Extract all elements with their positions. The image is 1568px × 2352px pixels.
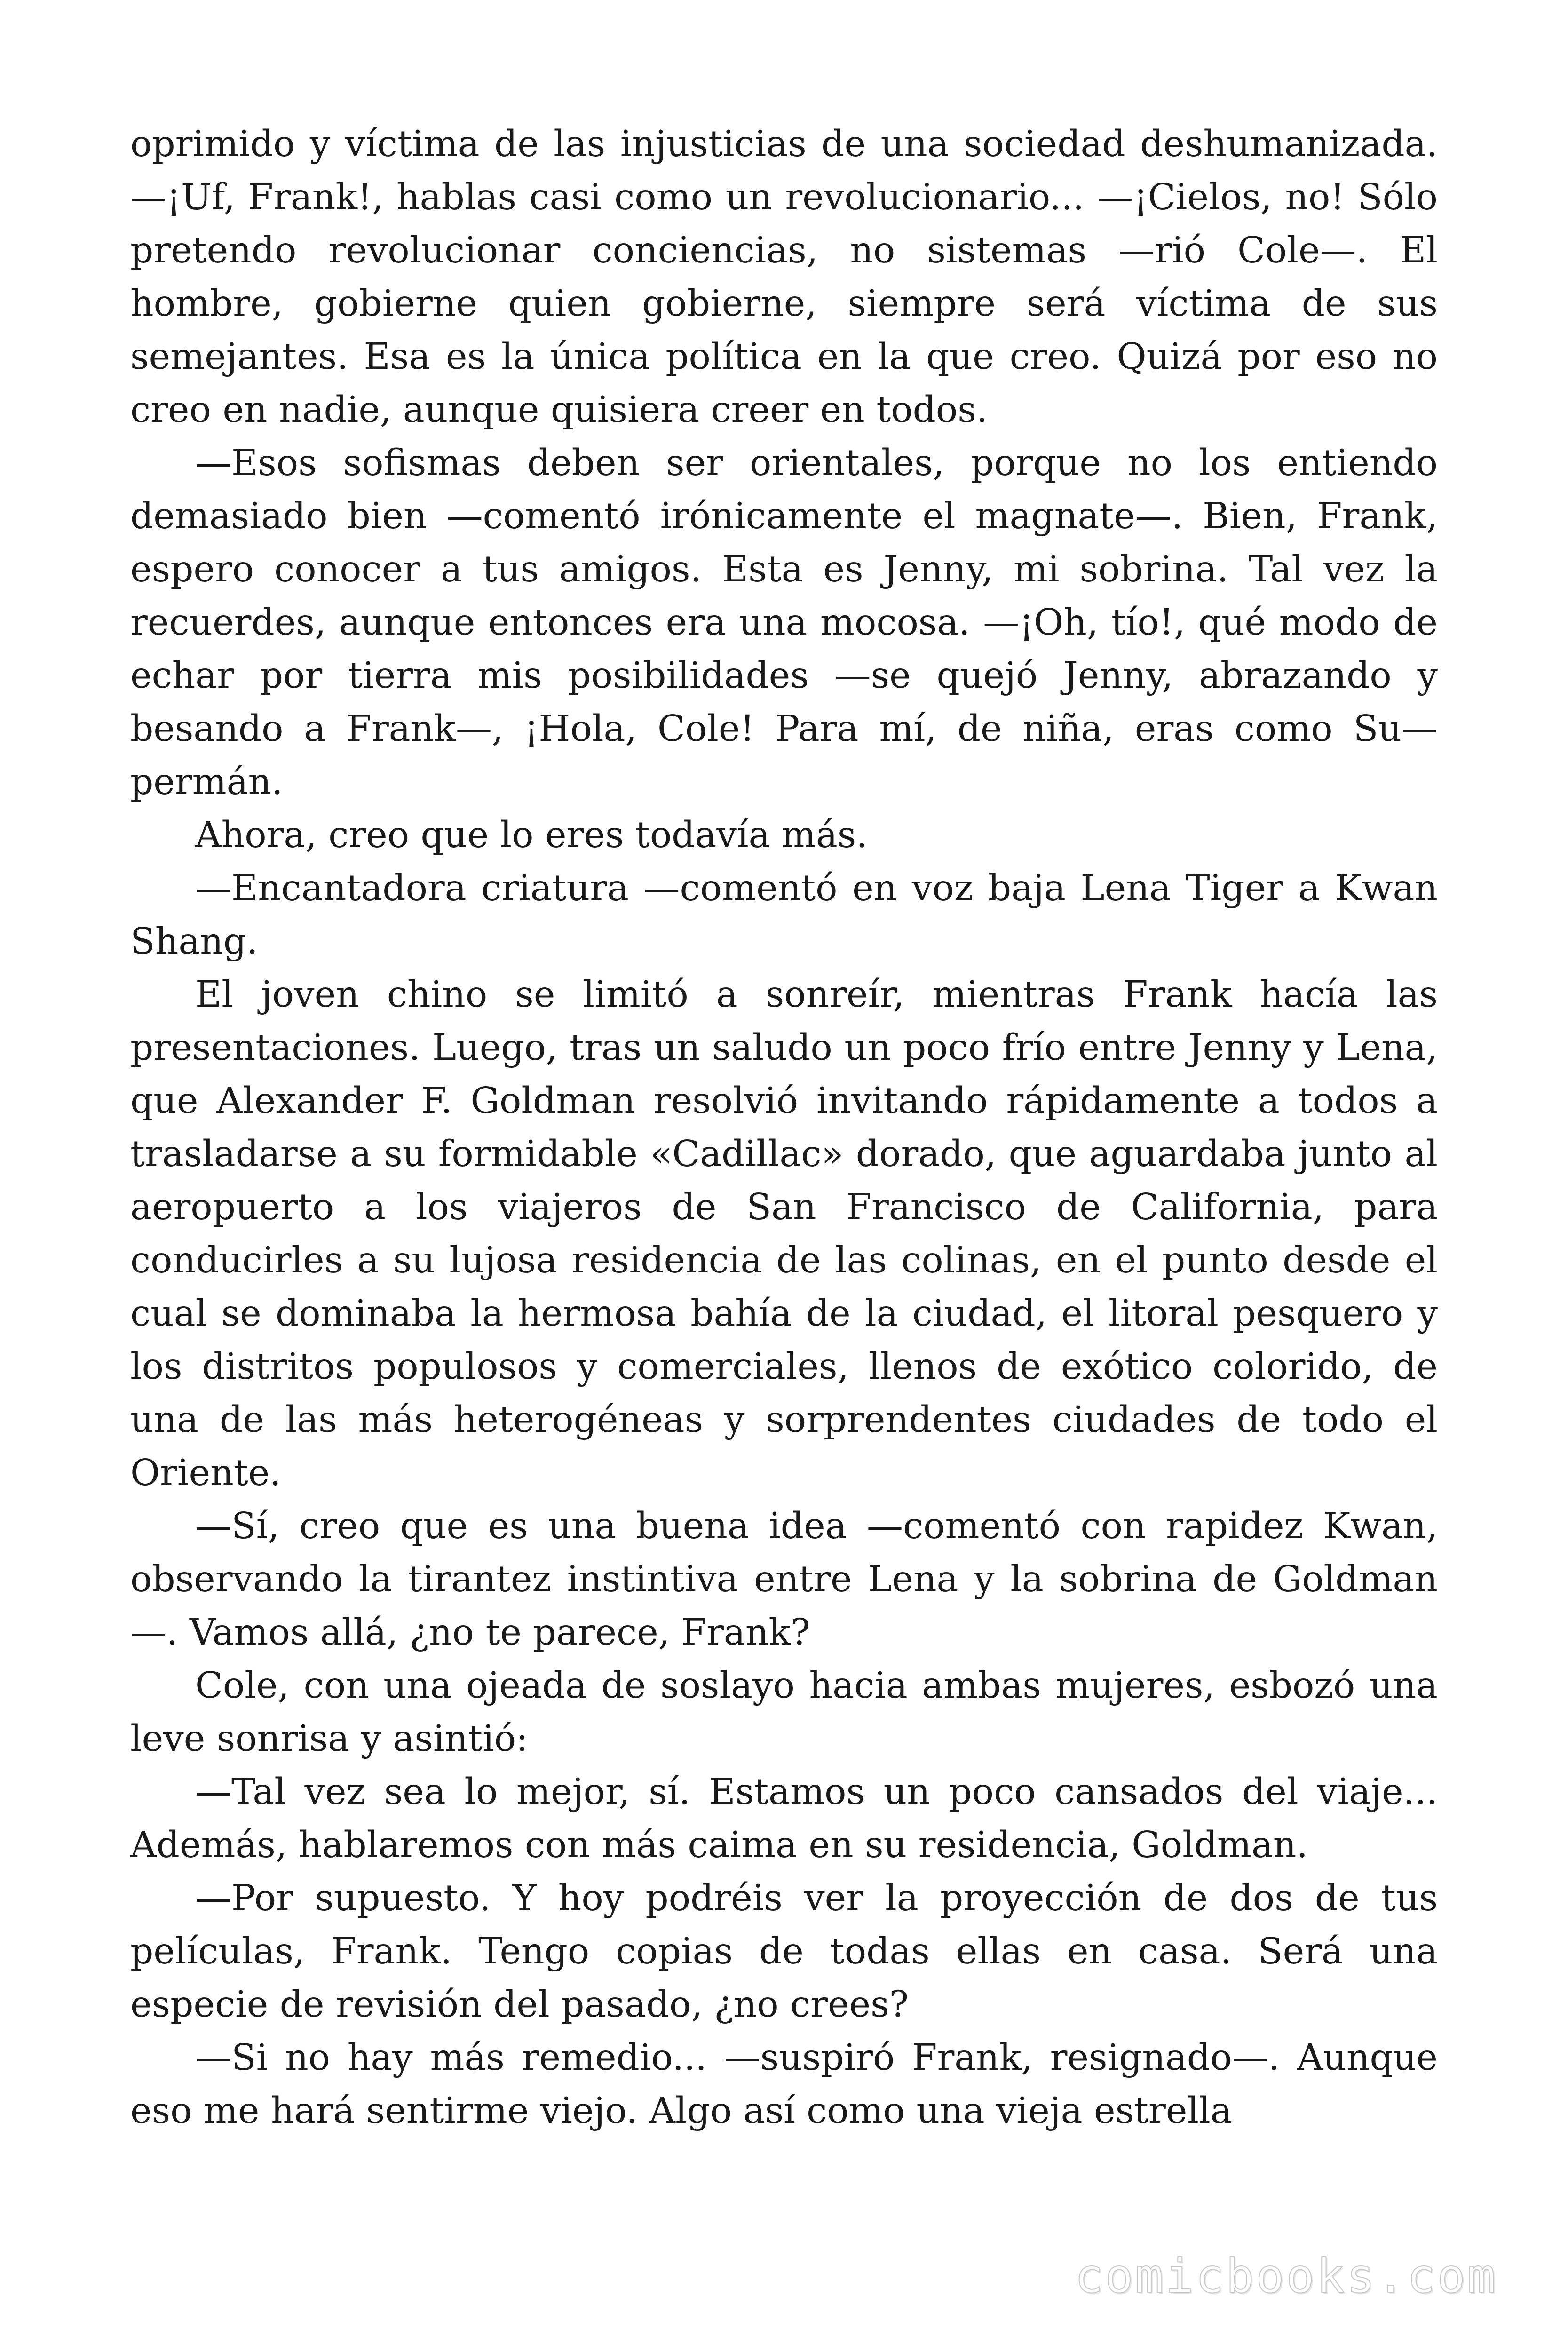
paragraph-6: —Sí, creo que es una buena idea —comentó con rapidez Kwan, observando la tirantez instintiva entre Lena y la sobrina de Goldman—. Vamos allá, ¿no te parece, Frank? xyxy=(130,1505,1438,1653)
page-body-text xyxy=(130,118,1438,2137)
paragraph-5: El joven chino se limitó a sonreír, mientras Frank hacía las presentaciones. Luego, tras un saludo un poco frío entre Jenny y Lena, que Alexander F. Goldman resolvió invitando rápidamente a todos a trasladarse a su formidable «Cadillac» dorado, que aguardaba junto al aeropuerto a los viajeros de San Francisco de California, para conducirles a su lujosa residencia de las colinas, en el punto desde el cual se dominaba la hermosa bahía de la ciudad, el litoral pesquero y los distritos populosos y comerciales, llenos de exótico colorido, de una de las más heterogéneas y sorprendentes ciudades de todo el Oriente. xyxy=(130,974,1438,1494)
paragraph-1: oprimido y víctima de las injusticias de una sociedad deshumanizada. —¡Uf, Frank!, hablas casi como un revolucionario... —¡Cielos, no! Sólo pretendo revolucionar conciencias, no sistemas —rió Cole—. El hombre, gobierne quien gobierne, siempre será víctima de sus semejantes. Esa es la única política en la que creo. Quizá por eso no creo en nadie, aunque quisiera creer en todos. xyxy=(130,123,1438,431)
paragraph-9: —Por supuesto. Y hoy podréis ver la proyección de dos de tus películas, Frank. Tengo copias de todas ellas en casa. Será una especie de revisión del pasado, ¿no crees? xyxy=(130,1877,1438,2026)
paragraph-8: —Tal vez sea lo mejor, sí. Estamos un poco cansados del viaje... Además, hablaremos con más caima en su residencia, Goldman. xyxy=(130,1771,1438,1866)
paragraph-2: —Esos sofismas deben ser orientales, porque no los entiendo demasiado bien —comentó irónicamente el magnate—. Bien, Frank, espero conocer a tus amigos. Esta es Jenny, mi sobrina. Tal vez la recuerdes, aunque entonces era una mocosa. —¡Oh, tío!, qué modo de echar por tierra mis posibilidades —se quejó Jenny, abrazando y besando a Frank—, ¡Hola, Cole! Para mí, de niña, eras como Su—permán. xyxy=(130,442,1438,803)
paragraph-4: —Encantadora criatura —comentó en voz baja Lena Tiger a Kwan Shang. xyxy=(130,867,1438,962)
paragraph-7: Cole, con una ojeada de soslayo hacia ambas mujeres, esbozó una leve sonrisa y asintió: xyxy=(130,1665,1438,1760)
paragraph-10: —Si no hay más remedio... —suspiró Frank, resignado—. Aunque eso me hará sentirme viejo. Algo así como una vieja estrella xyxy=(130,2037,1438,2132)
paragraph-3: Ahora, creo que lo eres todavía más. xyxy=(195,814,868,856)
watermark: comicbooks.com xyxy=(1075,2249,1497,2304)
